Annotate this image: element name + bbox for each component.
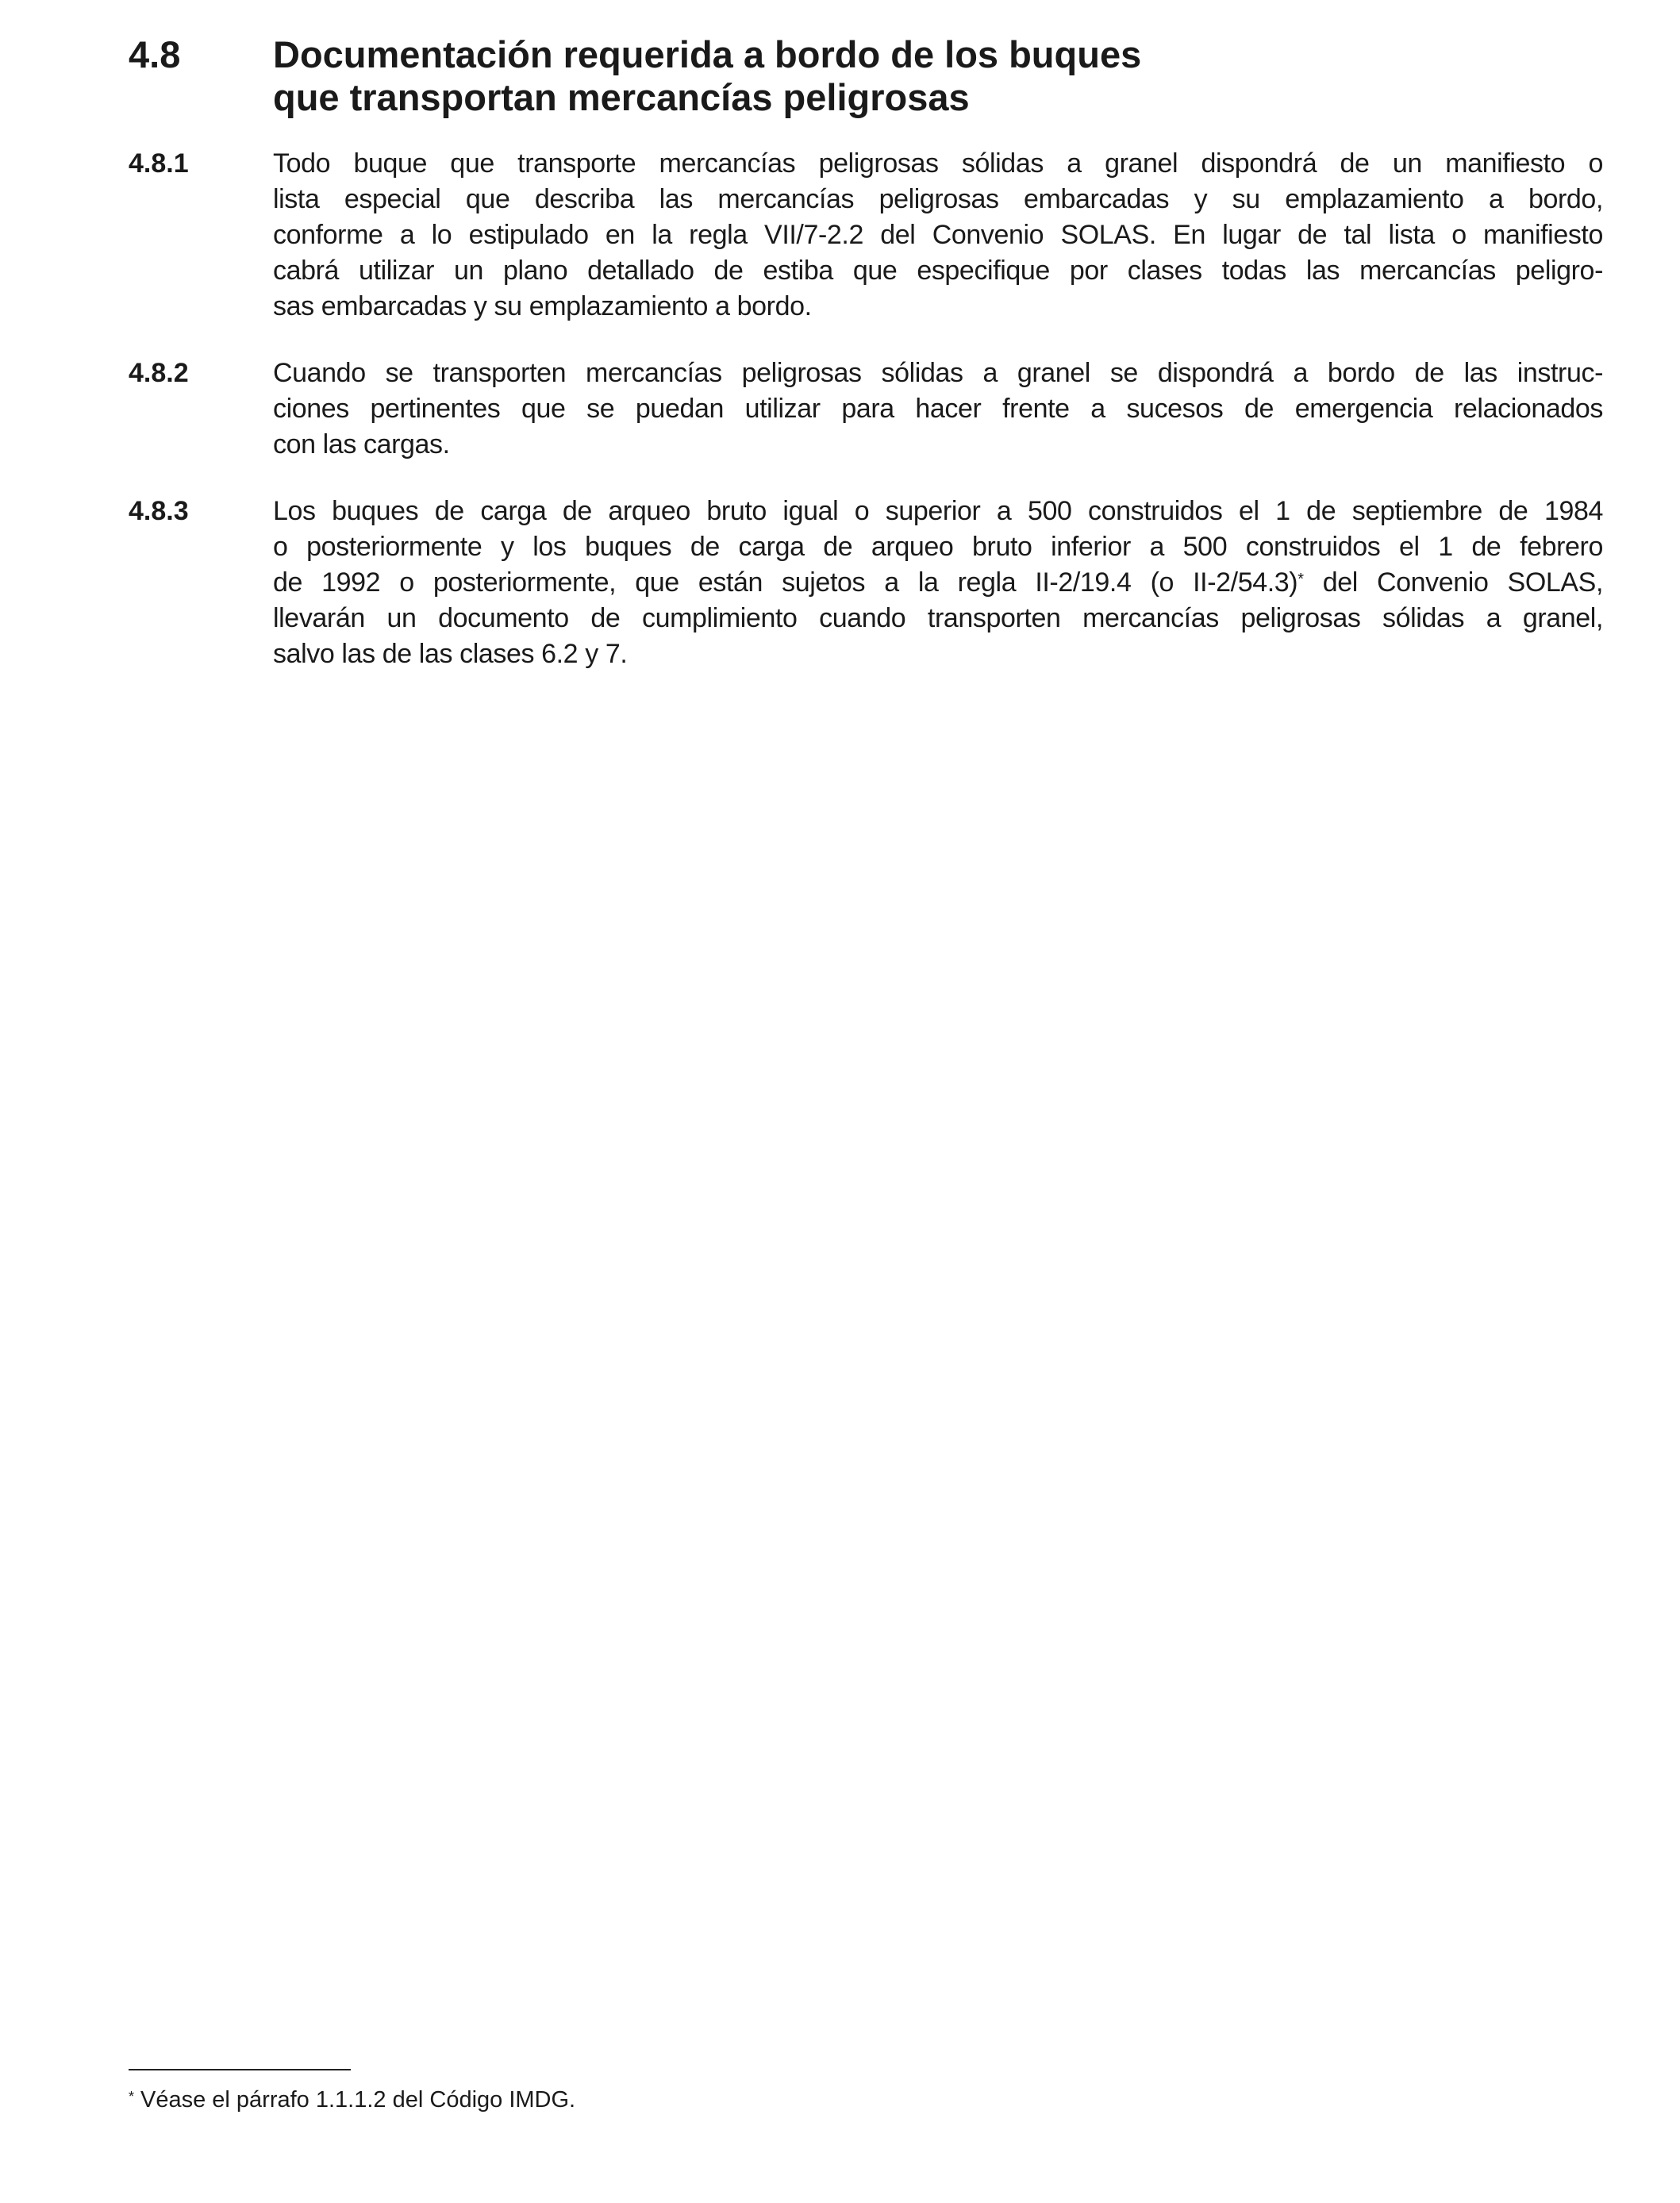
text-line: conforme a lo estipulado en la regla VII/7-2.2 del Convenio SOLAS. En lugar de tal lista o manifiesto — [273, 220, 1603, 250]
section-title — [273, 33, 1141, 119]
section-number: 4.8 — [129, 33, 181, 75]
paragraph-number: 4.8.3 — [129, 496, 189, 526]
footnote-text: Véase el párrafo 1.1.1.2 del Código IMDG. — [140, 2087, 576, 2113]
text-line — [273, 565, 1603, 601]
footnote-divider — [129, 2069, 351, 2070]
footnote-marker: * — [129, 2089, 135, 2105]
text-line: Todo buque que transporte mercancías peligrosas sólidas a granel dispondrá de un manifiesto o — [273, 148, 1603, 179]
paragraph-body — [273, 356, 1603, 463]
text-line: Cuando se transporten mercancías peligrosas sólidas a granel se dispondrá a bordo de las instruc- — [273, 358, 1603, 388]
text-line: lista especial que describa las mercancías peligrosas embarcadas y su emplazamiento a bordo, — [273, 184, 1603, 214]
footnote — [129, 2086, 575, 2114]
text-line: o posteriormente y los buques de carga de arqueo bruto inferior a 500 construidos el 1 de febrero — [273, 532, 1603, 562]
text-line: ciones pertinentes que se puedan utilizar para hacer frente a sucesos de emergencia relacionados — [273, 394, 1603, 424]
text-line: cabrá utilizar un plano detallado de estiba que especifique por clases todas las mercancías peligro- — [273, 256, 1603, 286]
paragraph-number: 4.8.2 — [129, 358, 189, 388]
footnote-reference[interactable]: * — [1297, 571, 1304, 588]
text-line: salvo las de las clases 6.2 y 7. — [273, 639, 628, 669]
text-segment: de 1992 o posteriormente, que están sujetos a la regla II-2/19.4 (o II-2/54.3) — [273, 567, 1298, 598]
text-line: sas embarcadas y su emplazamiento a bordo. — [273, 291, 812, 321]
paragraph-body — [273, 494, 1603, 672]
section-title-line: que transportan mercancías peligrosas — [273, 76, 970, 118]
paragraph-body — [273, 146, 1603, 325]
section-title-line: Documentación requerida a bordo de los buques — [273, 33, 1142, 75]
text-line: llevarán un documento de cumplimiento cuando transporten mercancías peligrosas sólidas a granel, — [273, 603, 1603, 633]
paragraph-number: 4.8.1 — [129, 148, 189, 179]
text-segment: del Convenio SOLAS, — [1303, 567, 1603, 598]
text-line: con las cargas. — [273, 429, 450, 459]
text-line: Los buques de carga de arqueo bruto igual o superior a 500 construidos el 1 de septiembre de 1984 — [273, 496, 1603, 526]
